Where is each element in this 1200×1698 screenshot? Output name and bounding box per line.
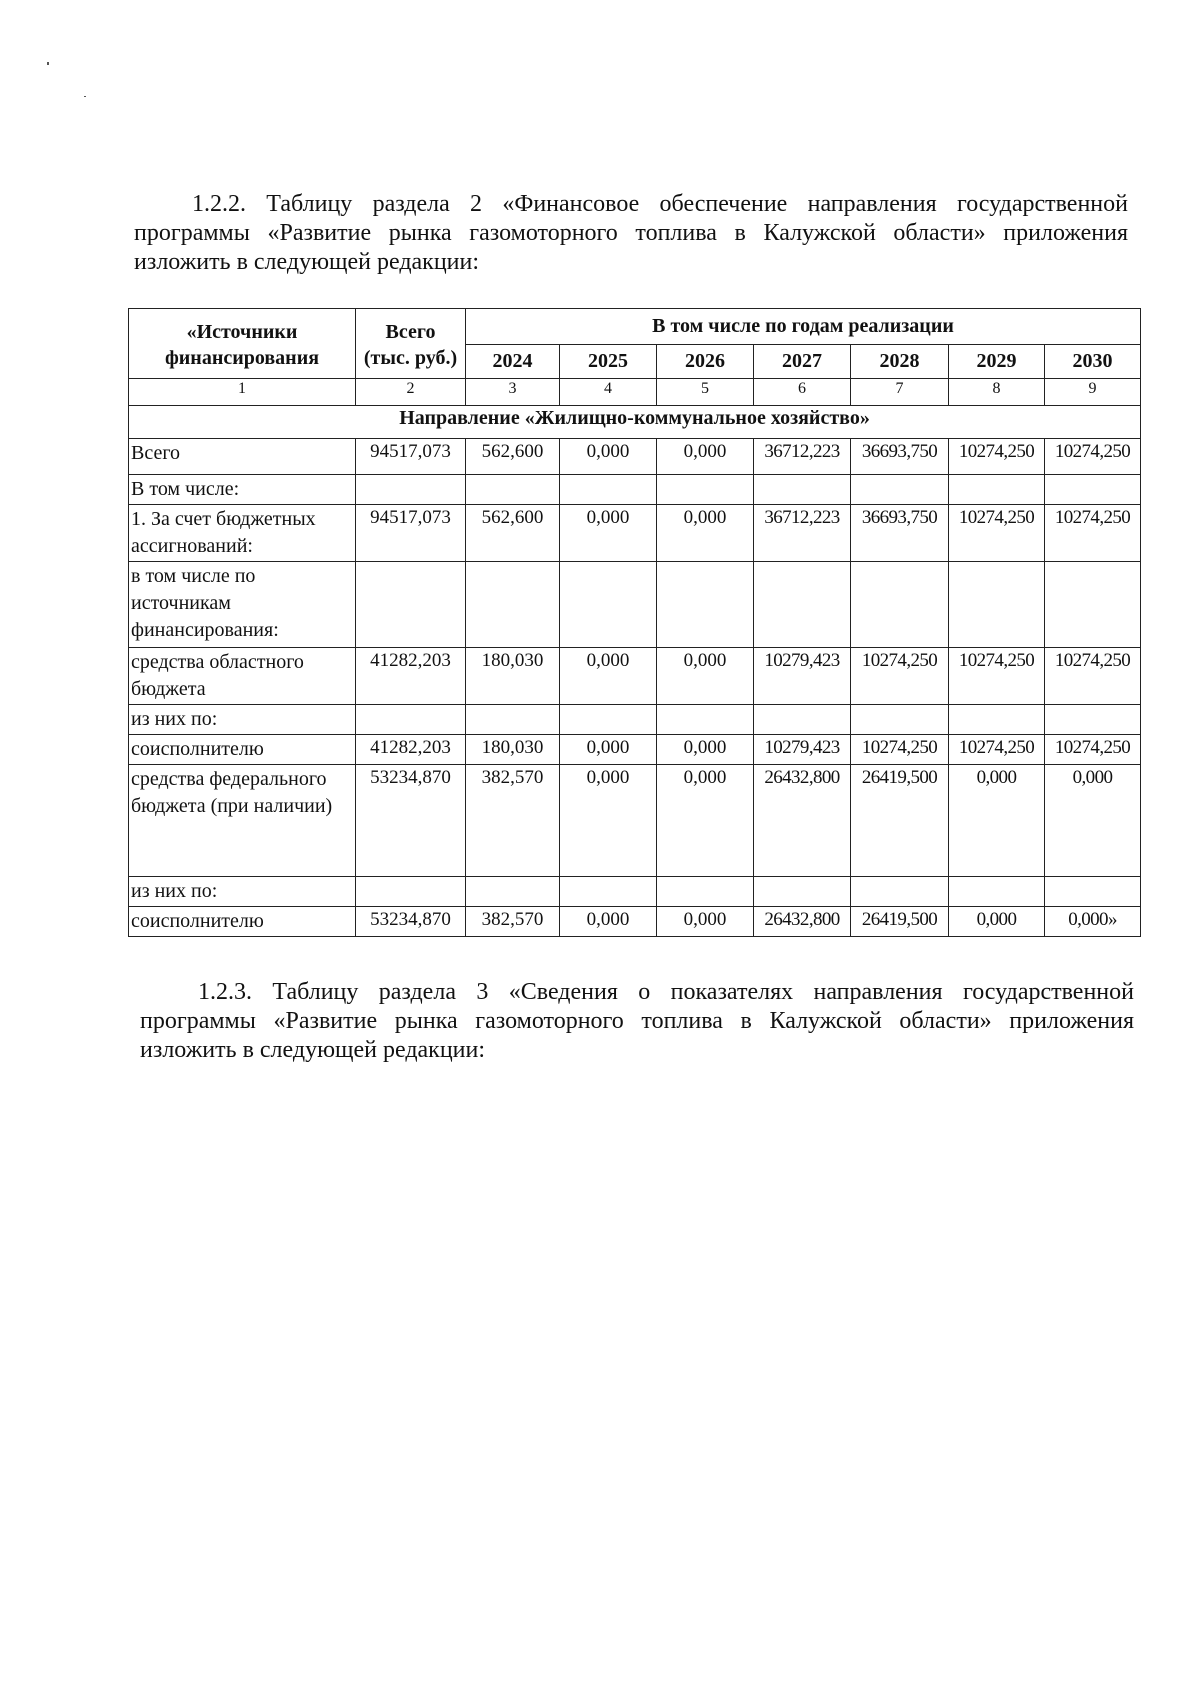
value-cell: 0,000	[657, 765, 754, 877]
header-year: 2025	[560, 345, 657, 379]
value-cell: 26419,500	[851, 907, 949, 937]
table-row	[129, 735, 1141, 765]
value-cell	[754, 877, 851, 907]
value-cell: 180,030	[466, 735, 560, 765]
value-cell: 10274,250	[1045, 439, 1141, 475]
column-number: 1	[129, 379, 356, 406]
column-number: 2	[356, 379, 466, 406]
value-cell: 36712,223	[754, 439, 851, 475]
value-cell: 0,000	[560, 765, 657, 877]
row-label: из них по:	[129, 705, 356, 735]
paragraph-text: 1.2.2. Таблицу раздела 2 «Финансовое обеспечение направления государственной программы «Развитие рынка газомоторного топлива в Калужской области» приложения изложить в следующей редакции:	[134, 191, 1128, 275]
section-title: Направление «Жилищно-коммунальное хозяйство»	[129, 406, 1141, 439]
value-cell	[754, 475, 851, 505]
value-cell	[466, 475, 560, 505]
table-row	[129, 648, 1141, 705]
value-cell: 53234,870	[356, 765, 466, 877]
header-total-line2: (тыс. руб.)	[363, 347, 458, 369]
value-cell: 26419,500	[851, 765, 949, 877]
value-cell: 0,000	[657, 907, 754, 937]
value-cell: 382,570	[466, 765, 560, 877]
value-cell	[1045, 475, 1141, 505]
column-numbers-row	[129, 379, 1141, 406]
header-year: 2026	[657, 345, 754, 379]
value-cell: 10274,250	[851, 648, 949, 705]
value-cell	[560, 475, 657, 505]
column-number: 8	[949, 379, 1045, 406]
row-label: из них по:	[129, 877, 356, 907]
header-year: 2030	[1045, 345, 1141, 379]
scan-speck	[47, 62, 49, 65]
value-cell	[949, 475, 1045, 505]
table-row	[129, 562, 1141, 648]
value-cell: 94517,073	[356, 505, 466, 562]
row-label: соисполнителю	[129, 735, 356, 765]
header-year: 2029	[949, 345, 1045, 379]
value-cell	[949, 705, 1045, 735]
value-cell: 10274,250	[1045, 735, 1141, 765]
value-cell	[1045, 877, 1141, 907]
value-cell	[754, 562, 851, 648]
value-cell: 0,000	[949, 765, 1045, 877]
value-cell: 0,000	[560, 735, 657, 765]
value-cell	[851, 562, 949, 648]
value-cell: 41282,203	[356, 735, 466, 765]
value-cell	[356, 475, 466, 505]
value-cell	[356, 562, 466, 648]
value-cell: 0,000	[560, 907, 657, 937]
table-row	[129, 475, 1141, 505]
value-cell: 562,600	[466, 505, 560, 562]
row-label: средства федерального бюджета (при наличии)	[129, 765, 356, 877]
value-cell: 10279,423	[754, 735, 851, 765]
value-cell	[560, 562, 657, 648]
row-label: в том числе по источникам финансирования:	[129, 562, 356, 648]
value-cell: 382,570	[466, 907, 560, 937]
value-cell: 10274,250	[949, 735, 1045, 765]
column-number: 5	[657, 379, 754, 406]
value-cell	[949, 562, 1045, 648]
value-cell	[1045, 705, 1141, 735]
value-cell	[466, 562, 560, 648]
table-row	[129, 439, 1141, 475]
column-number: 6	[754, 379, 851, 406]
value-cell: 0,000	[949, 907, 1045, 937]
paragraph-table-section-2	[134, 190, 1128, 277]
value-cell: 0,000	[657, 648, 754, 705]
value-cell	[356, 705, 466, 735]
row-label: средства областного бюджета	[129, 648, 356, 705]
column-number: 9	[1045, 379, 1141, 406]
value-cell: 41282,203	[356, 648, 466, 705]
value-cell	[657, 705, 754, 735]
financing-table	[128, 308, 1141, 937]
column-number: 3	[466, 379, 560, 406]
value-cell	[657, 877, 754, 907]
value-cell: 0,000	[1045, 765, 1141, 877]
header-years-group: В том числе по годам реализации	[466, 309, 1141, 345]
value-cell: 26432,800	[754, 765, 851, 877]
table-row	[129, 505, 1141, 562]
value-cell: 53234,870	[356, 907, 466, 937]
value-cell: 10274,250	[1045, 648, 1141, 705]
scan-speck	[84, 96, 86, 97]
header-year: 2028	[851, 345, 949, 379]
value-cell	[466, 705, 560, 735]
header-total	[356, 309, 466, 379]
value-cell: 10274,250	[851, 735, 949, 765]
value-cell: 0,000»	[1045, 907, 1141, 937]
value-cell: 10274,250	[949, 505, 1045, 562]
section-row	[129, 406, 1141, 439]
row-label: Всего	[129, 439, 356, 475]
value-cell: 94517,073	[356, 439, 466, 475]
value-cell	[851, 475, 949, 505]
header-year: 2024	[466, 345, 560, 379]
paragraph-text: 1.2.3. Таблицу раздела 3 «Сведения о показателях направления государственной программы «Развитие рынка газомоторного топлива в Калужской области» приложения изложить в следующей редакции:	[140, 979, 1134, 1063]
header-year: 2027	[754, 345, 851, 379]
value-cell: 562,600	[466, 439, 560, 475]
value-cell: 0,000	[560, 648, 657, 705]
value-cell	[851, 705, 949, 735]
value-cell	[657, 562, 754, 648]
value-cell: 36693,750	[851, 439, 949, 475]
row-label: В том числе:	[129, 475, 356, 505]
value-cell: 36693,750	[851, 505, 949, 562]
table-row	[129, 705, 1141, 735]
header-total-line1: Всего	[385, 321, 436, 343]
value-cell	[560, 705, 657, 735]
value-cell	[657, 475, 754, 505]
value-cell: 0,000	[560, 439, 657, 475]
value-cell: 180,030	[466, 648, 560, 705]
table-row	[129, 877, 1141, 907]
value-cell	[356, 877, 466, 907]
paragraph-table-section-3	[140, 978, 1134, 1065]
value-cell	[466, 877, 560, 907]
value-cell: 0,000	[657, 505, 754, 562]
value-cell	[1045, 562, 1141, 648]
table-row	[129, 765, 1141, 877]
value-cell: 0,000	[657, 735, 754, 765]
table-row	[129, 907, 1141, 937]
value-cell: 0,000	[657, 439, 754, 475]
value-cell	[851, 877, 949, 907]
value-cell: 0,000	[560, 505, 657, 562]
row-label: 1. За счет бюджетных ассигнований:	[129, 505, 356, 562]
value-cell: 10274,250	[949, 648, 1045, 705]
value-cell	[754, 705, 851, 735]
value-cell	[949, 877, 1045, 907]
column-number: 4	[560, 379, 657, 406]
column-number: 7	[851, 379, 949, 406]
value-cell: 10274,250	[1045, 505, 1141, 562]
value-cell: 10274,250	[949, 439, 1045, 475]
value-cell	[560, 877, 657, 907]
row-label: соисполнителю	[129, 907, 356, 937]
value-cell: 10279,423	[754, 648, 851, 705]
value-cell: 26432,800	[754, 907, 851, 937]
header-sources: «Источники финансирования	[129, 309, 356, 379]
value-cell: 36712,223	[754, 505, 851, 562]
